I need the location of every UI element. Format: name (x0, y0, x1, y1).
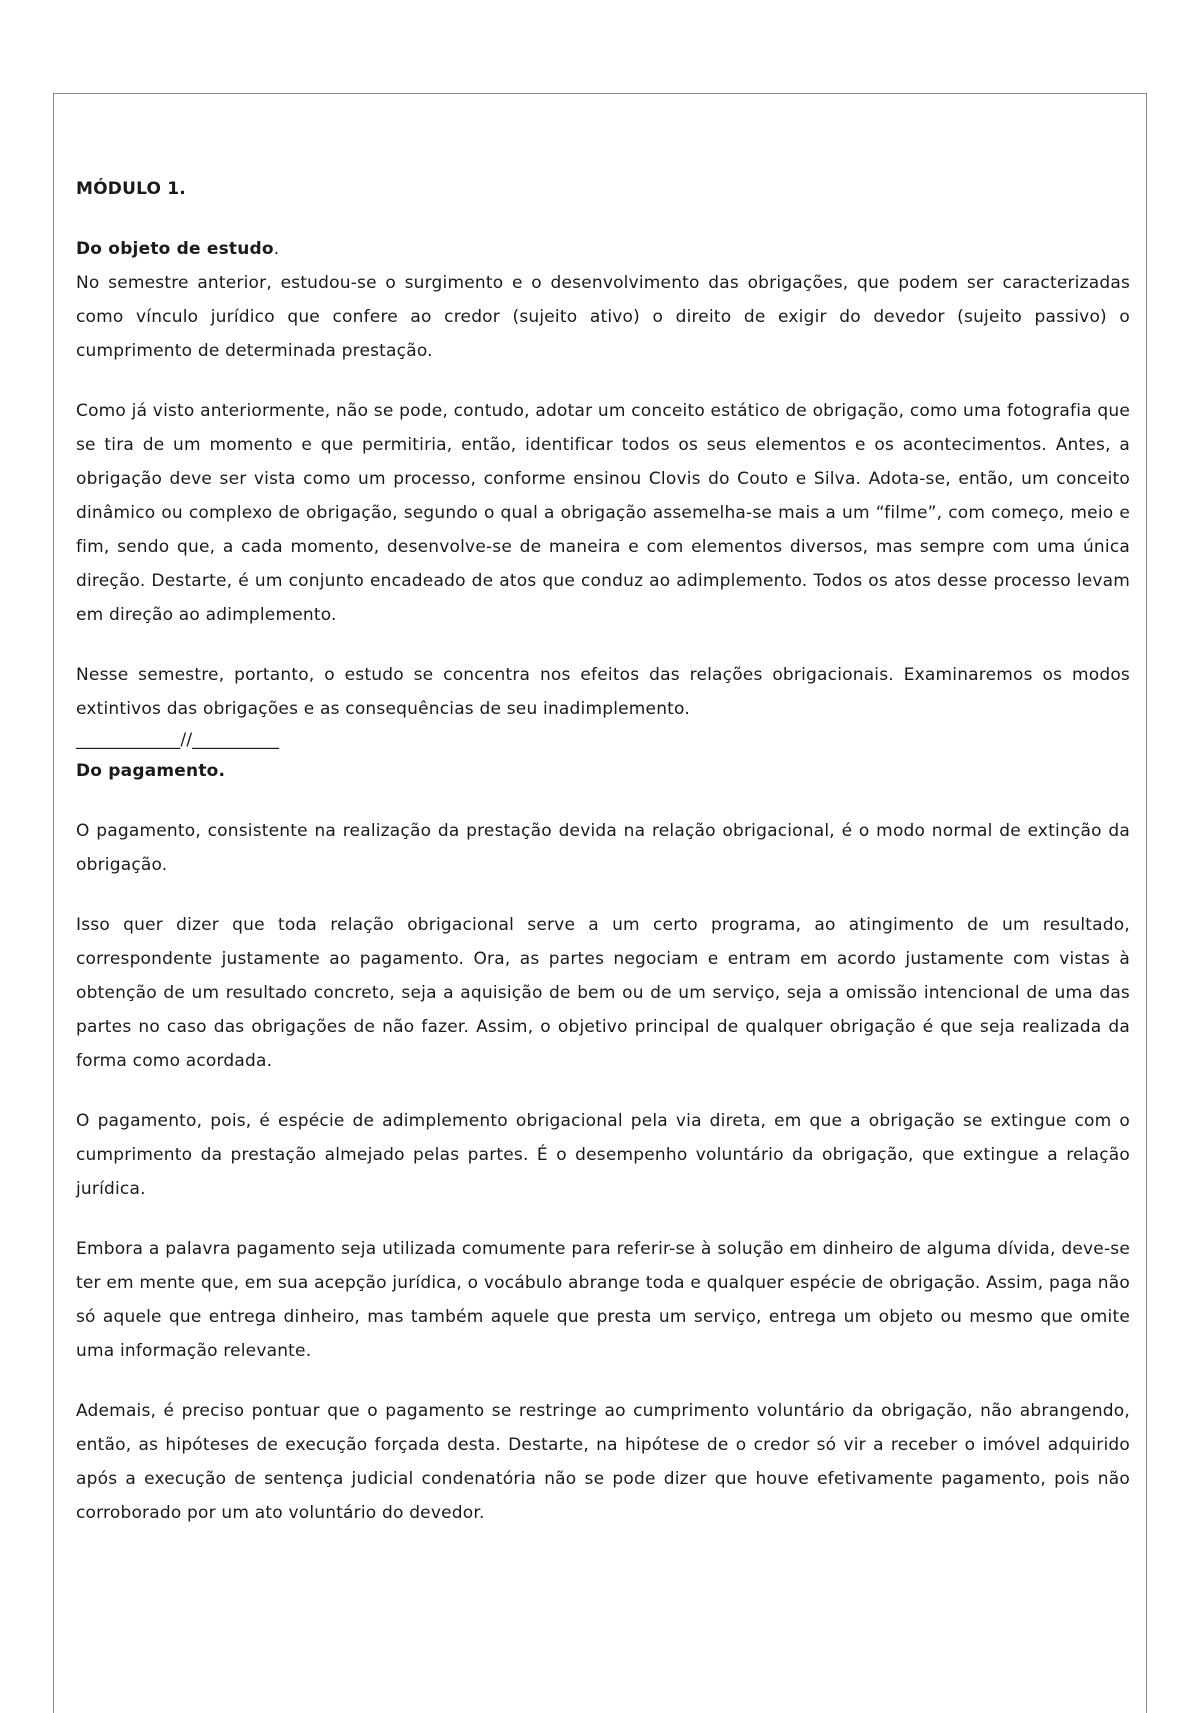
paragraph: No semestre anterior, estudou-se o surgimento e o desenvolvimento das obrigações, que podem ser caracterizadas como vínculo jurídico que confere ao credor (sujeito ativo) o direito de exigir do devedor (sujeito passivo) o cumprimento de determinada prestação. (76, 273, 1130, 361)
module-title: MÓDULO 1. (76, 179, 186, 199)
document-body (76, 172, 1130, 1530)
paragraph: Embora a palavra pagamento seja utilizada comumente para referir-se à solução em dinheiro de alguma dívida, deve-se ter em mente que, em sua acepção jurídica, o vocábulo abrange toda e qualquer espécie de obrigação. Assim, paga não só aquele que entrega dinheiro, mas também aquele que presta um serviço, entrega um objeto ou mesmo que omite uma informação relevante. (76, 1239, 1130, 1361)
paragraph: Como já visto anteriormente, não se pode, contudo, adotar um conceito estático de obrigação, como uma fotografia que se tira de um momento e que permitiria, então, identificar todos os seus elementos e os acontecimentos. Antes, a obrigação deve ser vista como um processo, conforme ensinou Clovis do Couto e Silva. Adota-se, então, um conceito dinâmico ou complexo de obrigação, segundo o qual a obrigação assemelha-se mais a um “filme”, com começo, meio e fim, sendo que, a cada momento, desenvolve-se de maneira e com elementos diversos, mas sempre com uma única direção. Destarte, é um conjunto encadeado de atos que conduz ao adimplemento. Todos os atos desse processo levam em direção ao adimplemento. (76, 401, 1130, 625)
section-heading-pagamento: Do pagamento. (76, 761, 226, 781)
section-heading-objeto (76, 232, 1130, 266)
section-heading-objeto-suffix: . (273, 239, 280, 259)
paragraph: Ademais, é preciso pontuar que o pagamento se restringe ao cumprimento voluntário da obrigação, não abrangendo, então, as hipóteses de execução forçada desta. Destarte, na hipótese de o credor só vir a receber o imóvel adquirido após a execução de sentença judicial condenatória não se pode dizer que houve efetivamente pagamento, pois não corroborado por um ato voluntário do devedor. (76, 1401, 1130, 1523)
paragraph: O pagamento, pois, é espécie de adimplemento obrigacional pela via direta, em que a obrigação se extingue com o cumprimento da prestação almejado pelas partes. É o desempenho voluntário da obrigação, que extingue a relação jurídica. (76, 1111, 1130, 1199)
section-heading-objeto-text: Do objeto de estudo (76, 239, 274, 259)
paragraph: O pagamento, consistente na realização da prestação devida na relação obrigacional, é o modo normal de extinção da obrigação. (76, 821, 1130, 875)
paragraph: Isso quer dizer que toda relação obrigacional serve a um certo programa, ao atingimento de um resultado, correspondente justamente ao pagamento. Ora, as partes negociam e entram em acordo justamente com vistas à obtenção de um resultado concreto, seja a aquisição de bem ou de um serviço, seja a omissão intencional de uma das partes no caso das obrigações de não fazer. Assim, o objetivo principal de qualquer obrigação é que seja realizada da forma como acordada. (76, 915, 1130, 1071)
section-separator: ____________//__________ (76, 730, 280, 750)
paragraph: Nesse semestre, portanto, o estudo se concentra nos efeitos das relações obrigacionais. Examinaremos os modos extintivos das obrigações e as consequências de seu inadimplemento. (76, 665, 1130, 719)
